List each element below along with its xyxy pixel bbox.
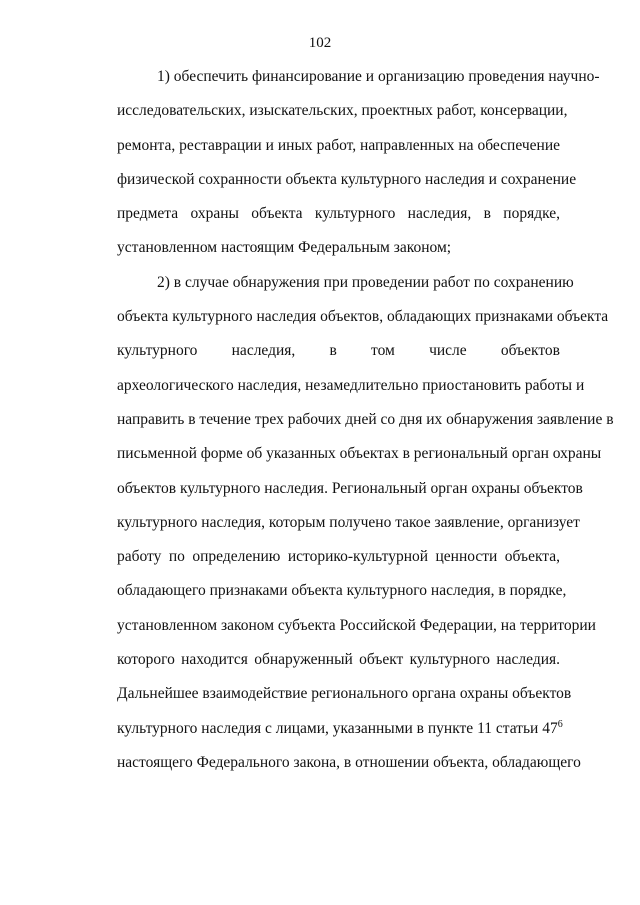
paragraph-1-line: ремонта, реставрации и иных работ, направленных на обеспечение	[117, 136, 560, 154]
paragraph-2-line-with-superscript	[77, 712, 563, 746]
paragraph-2-line: культурного наследия, которым получено такое заявление, организует	[117, 513, 580, 531]
page-number: 102	[308, 35, 332, 51]
paragraph-1-line: предмета охраны объекта культурного наследия, в порядке,	[117, 205, 560, 223]
paragraph-2-line: письменной форме об указанных объектах в региональный орган охраны	[117, 445, 602, 463]
article-superscript: 6	[557, 718, 563, 730]
paragraph-1-line: исследовательских, изыскательских, проектных работ, консервации,	[117, 102, 568, 120]
paragraph-1-line: физической сохранности объекта культурного наследия и сохранение	[117, 170, 577, 188]
paragraph-2-line: установленном законом субъекта Российской Федерации, на территории	[117, 616, 596, 634]
document-body	[77, 60, 614, 780]
paragraph-2-line: настоящего Федерального закона, в отношении объекта, обладающего	[117, 753, 581, 771]
paragraph-2-line: культурного наследия, в том числе объектов	[117, 342, 560, 360]
paragraph-2-line: объектов культурного наследия. Региональный орган охраны объектов	[117, 479, 583, 497]
paragraph-1	[77, 60, 600, 266]
paragraph-2	[77, 266, 614, 780]
paragraph-1-line: 1) обеспечить финансирование и организацию проведения научно-	[157, 68, 600, 85]
paragraph-2-line: которого находится обнаруженный объект культурного наследия.	[117, 651, 560, 669]
paragraph-2-line: объекта культурного наследия объектов, обладающих признаками объекта	[117, 308, 609, 326]
paragraph-2-line: направить в течение трех рабочих дней со дня их обнаружения заявление в	[117, 410, 614, 428]
paragraph-2-line-text: культурного наследия с лицами, указанными в пункте 11 статьи 47	[117, 719, 558, 737]
paragraph-2-line: 2) в случае обнаружения при проведении работ по сохранению	[157, 273, 574, 291]
paragraph-1-line: установленном настоящим Федеральным законом;	[117, 239, 452, 257]
paragraph-2-line: работу по определению историко-культурной ценности объекта,	[117, 548, 560, 566]
paragraph-2-line: обладающего признаками объекта культурного наследия, в порядке,	[117, 582, 567, 600]
paragraph-2-line: археологического наследия, незамедлительно приостановить работы и	[117, 376, 585, 394]
paragraph-2-line: Дальнейшее взаимодействие регионального органа охраны объектов	[117, 685, 572, 703]
